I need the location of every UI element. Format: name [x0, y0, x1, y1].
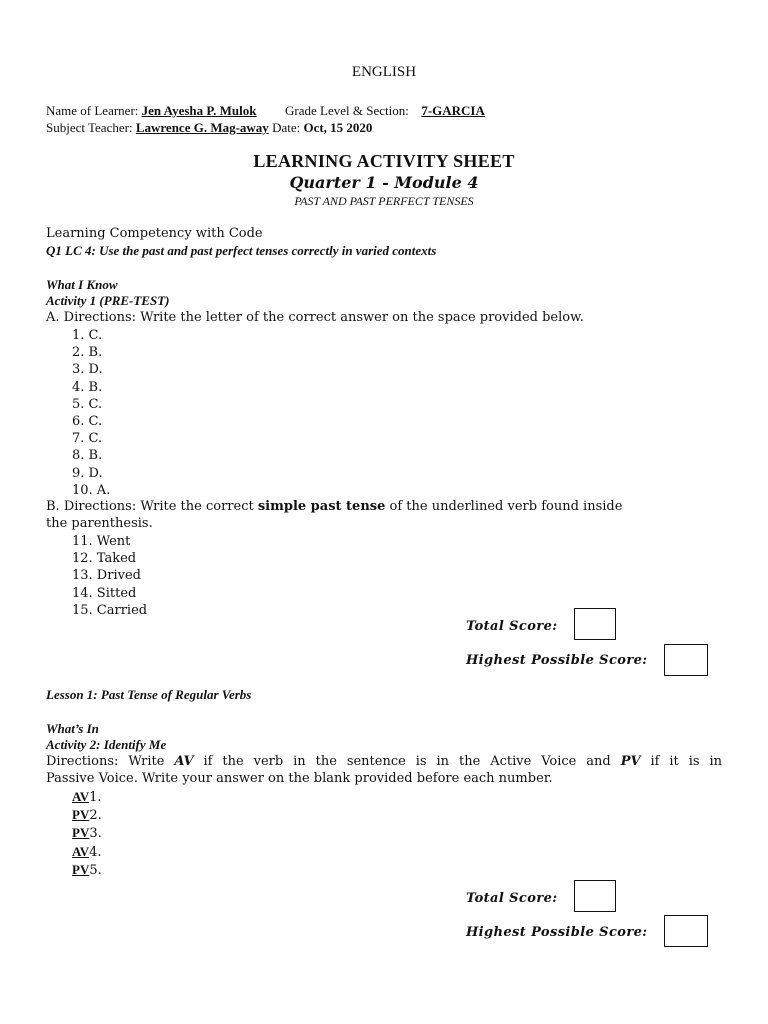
- list-item: [72, 843, 102, 861]
- list-item: 14. Sitted: [72, 585, 137, 601]
- list-item: [72, 788, 102, 806]
- teacher-line: [46, 120, 372, 136]
- pv-term: PV: [620, 754, 641, 769]
- av-term: AV: [174, 754, 194, 769]
- highest-score-box[interactable]: [664, 644, 708, 676]
- list-item: [72, 824, 102, 842]
- list-item: 15. Carried: [72, 602, 148, 618]
- total-score-box-2[interactable]: [574, 880, 616, 912]
- directions-b-line2: the parenthesis.: [46, 516, 153, 531]
- answer-number: 1.: [89, 790, 102, 805]
- lesson1-heading: Lesson 1: Past Tense of Regular Verbs: [46, 687, 252, 702]
- list-item: 11. Went: [72, 534, 131, 549]
- list-item: 5. C.: [72, 396, 103, 412]
- subject-heading: ENGLISH: [351, 64, 417, 80]
- answer-number: 5.: [89, 862, 102, 878]
- directions-activity2-line2: Passive Voice. Write your answer on the blank provided before each number.: [46, 771, 553, 786]
- list-item: 4. B.: [72, 379, 103, 395]
- total-score-label-2: Total Score:: [466, 891, 558, 906]
- list-item: 3. D.: [72, 362, 103, 378]
- learner-name: Jen Ayesha P. Mulok: [141, 103, 257, 118]
- directions-activity2-text: Directions: Write: [46, 754, 175, 769]
- answer-value: AV: [72, 843, 90, 859]
- answer-value: PV: [72, 861, 90, 877]
- list-item: 9. D.: [72, 465, 103, 481]
- directions-activity2-text-end: if it is in: [640, 754, 722, 769]
- whats-in-heading: What’s In: [46, 721, 99, 736]
- teacher-label: Subject Teacher:: [46, 120, 133, 135]
- directions-activity2-text-mid: if the verb in the sentence is in the Active Voice and: [193, 754, 621, 769]
- directions-activity2: [46, 754, 722, 769]
- list-item: 12. Taked: [72, 551, 137, 567]
- competency-label: Learning Competency with Code: [46, 226, 263, 241]
- teacher-name: Lawrence G. Mag-away: [135, 120, 269, 135]
- list-item: 6. C.: [72, 414, 103, 430]
- topic-title: PAST AND PAST PERFECT TENSES: [294, 194, 474, 208]
- highest-score-box-2[interactable]: [664, 915, 708, 947]
- answer-value: PV: [72, 807, 90, 823]
- competency-code: Q1 LC 4: Use the past and past perfect tenses correctly in varied contexts: [46, 243, 437, 258]
- total-score-label: Total Score:: [466, 619, 558, 634]
- highest-score-label-2: Highest Possible Score:: [466, 925, 648, 940]
- directions-a: A. Directions: Write the letter of the correct answer on the space provided below.: [46, 310, 584, 325]
- learner-label: Name of Learner:: [46, 103, 139, 118]
- highest-score-label: Highest Possible Score:: [466, 653, 648, 668]
- answer-value: AV: [72, 789, 90, 804]
- list-item: 10. A.: [72, 482, 111, 498]
- answer-number: 2.: [89, 808, 102, 824]
- learner-line: [46, 103, 485, 119]
- directions-b-text-end: of the underlined verb found inside: [385, 499, 623, 514]
- what-i-know-heading: What I Know: [46, 277, 118, 292]
- grade-label: Grade Level & Section:: [285, 103, 409, 118]
- answers-b-list: [72, 533, 147, 619]
- activity1-heading: Activity 1 (PRE-TEST): [46, 293, 170, 308]
- date-value: Oct, 15 2020: [303, 120, 373, 135]
- total-score-box[interactable]: [574, 608, 616, 640]
- directions-b-text: B. Directions: Write the correct: [46, 499, 258, 514]
- list-item: 7. C.: [72, 431, 103, 447]
- answers-a-list: [72, 327, 110, 499]
- directions-b-emphasis: simple past tense: [257, 499, 386, 514]
- grade-section: 7-GARCIA: [421, 103, 485, 118]
- directions-b: [46, 499, 622, 514]
- activity2-heading: Activity 2: Identify Me: [46, 737, 167, 752]
- quarter-title: Quarter 1 - Module 4: [289, 173, 479, 192]
- list-item: [72, 806, 102, 824]
- sheet-title: LEARNING ACTIVITY SHEET: [253, 151, 515, 171]
- answer-number: 3.: [89, 826, 102, 842]
- answer-number: 4.: [89, 844, 102, 860]
- list-item: 13. Drived: [72, 568, 141, 584]
- list-item: 2. B.: [72, 345, 103, 361]
- list-item: 1. C.: [72, 328, 103, 343]
- answers-activity2-list: [72, 788, 102, 879]
- list-item: [72, 861, 102, 879]
- list-item: 8. B.: [72, 448, 103, 464]
- answer-value: PV: [72, 825, 90, 841]
- date-label: Date:: [272, 120, 301, 135]
